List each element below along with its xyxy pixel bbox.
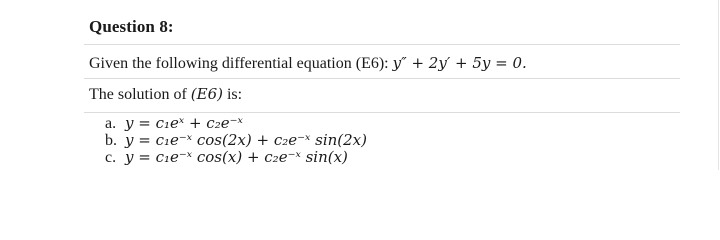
option-b[interactable] <box>105 132 367 149</box>
options-list <box>105 115 367 166</box>
option-b-letter: b. <box>105 132 117 149</box>
solution-suffix: is: <box>222 86 243 103</box>
options-row <box>84 112 680 171</box>
differential-equation: y″ + 2y′ + 5y = 0. <box>392 54 527 72</box>
option-a[interactable] <box>105 115 367 132</box>
prompt-text <box>89 54 527 73</box>
solution-row <box>84 78 680 113</box>
solution-text <box>89 85 242 104</box>
option-a-expression: y = c₁eˣ + c₂e⁻ˣ <box>125 114 243 132</box>
option-c[interactable] <box>105 149 367 166</box>
prompt-label: Given the following differential equation (E6): <box>89 55 393 72</box>
solution-ref: (E6) <box>190 85 223 103</box>
option-b-expression: y = c₁e⁻ˣ cos(2x) + c₂e⁻ˣ sin(2x) <box>125 131 367 149</box>
solution-prefix: The solution of <box>89 86 191 103</box>
question-title: Question 8: <box>89 17 174 36</box>
option-c-letter: c. <box>105 149 117 166</box>
prompt-row <box>84 44 680 79</box>
option-a-letter: a. <box>105 115 117 132</box>
option-c-expression: y = c₁e⁻ˣ cos(x) + c₂e⁻ˣ sin(x) <box>125 148 348 166</box>
